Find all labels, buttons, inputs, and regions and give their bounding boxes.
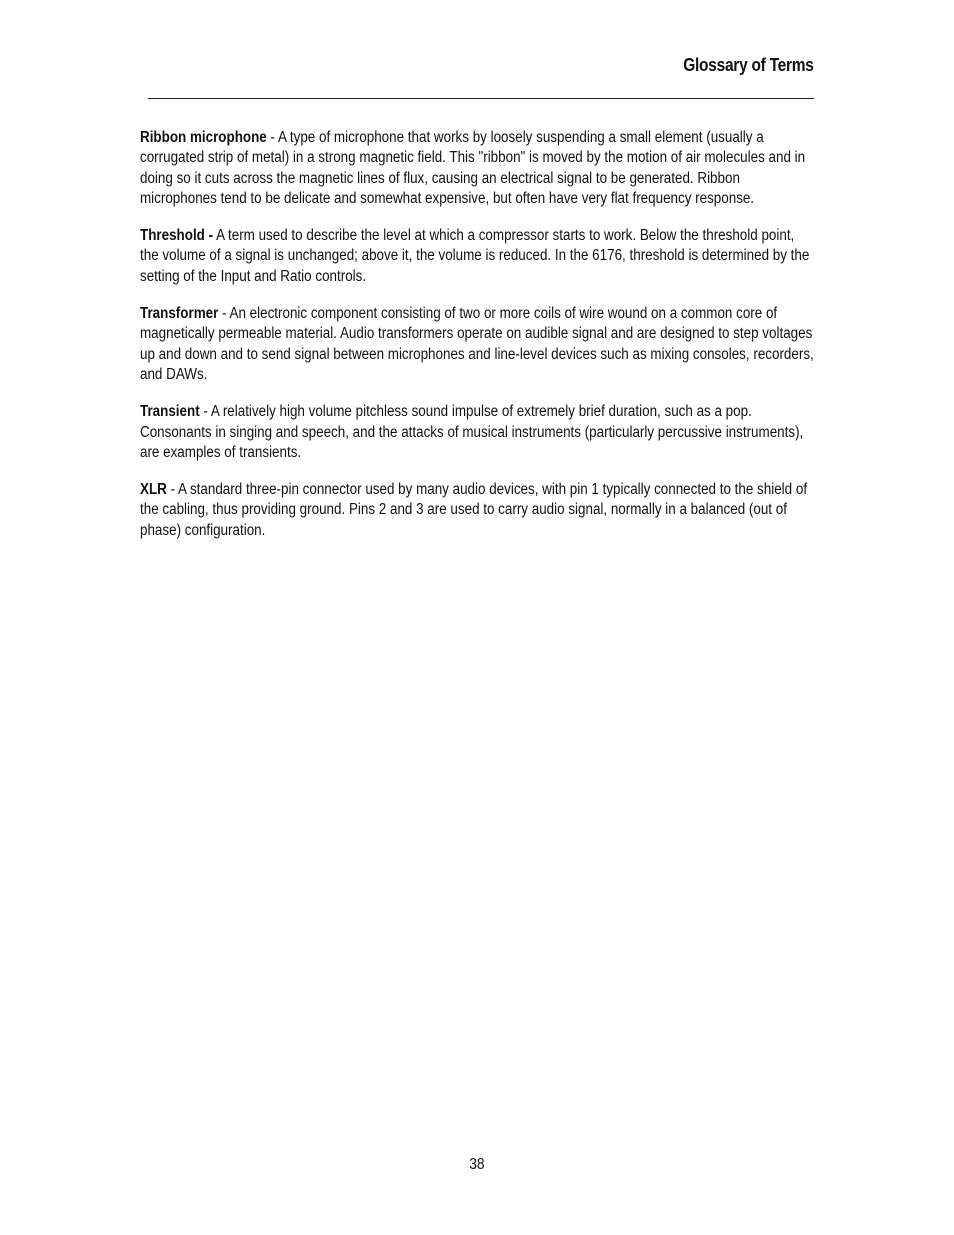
glossary-definition: - A relatively high volume pitchless sound impulse of extremely brief duration, such as a pop. Consonants in singing and speech, and the attacks of musical instruments (particularly percussive instruments), are examples of transients. xyxy=(140,403,804,461)
header-divider xyxy=(148,98,814,99)
glossary-body xyxy=(140,128,815,558)
glossary-entry-threshold xyxy=(140,226,815,287)
glossary-entry-transient xyxy=(140,402,815,463)
glossary-definition: - An electronic component consisting of two or more coils of wire wound on a common core of magnetically permeable material. Audio transformers operate on audible signal and are designed to step voltages up and down and to send signal between microphones and line-level devices such as mixing consoles, recorders, and DAWs. xyxy=(140,305,814,383)
glossary-definition: - A type of microphone that works by loosely suspending a small element (usually a corrugated strip of metal) in a strong magnetic field. This "ribbon" is moved by the motion of air molecules and in doing so it cuts across the magnetic lines of flux, causing an electrical signal to be generated. Ribbon microphones tend to be delicate and somewhat expensive, but often have very flat frequency response. xyxy=(140,129,806,207)
glossary-term: XLR xyxy=(140,481,167,499)
glossary-term: Ribbon microphone xyxy=(140,129,267,146)
page-header-title: Glossary of Terms xyxy=(683,55,814,75)
glossary-definition: A term used to describe the level at which a compressor starts to work. Below the threshold point, the volume of a signal is unchanged; above it, the volume is reduced. In the 6176, threshold is determined by the setting of the Input and Ratio controls. xyxy=(140,227,810,285)
glossary-entry-transformer xyxy=(140,304,815,385)
glossary-entry-ribbon-microphone xyxy=(140,128,815,209)
glossary-term: Transformer xyxy=(140,305,219,323)
glossary-entry-xlr xyxy=(140,480,815,541)
glossary-term: Threshold - xyxy=(140,227,214,245)
glossary-term: Transient xyxy=(140,403,200,421)
glossary-definition: - A standard three-pin connector used by many audio devices, with pin 1 typically connected to the shield of the cabling, thus providing ground. Pins 2 and 3 are used to carry audio signal, normally in a balanced (out of phase) configuration. xyxy=(140,481,808,539)
page-number xyxy=(0,1156,954,1174)
page-number-text: 38 xyxy=(469,1156,485,1173)
